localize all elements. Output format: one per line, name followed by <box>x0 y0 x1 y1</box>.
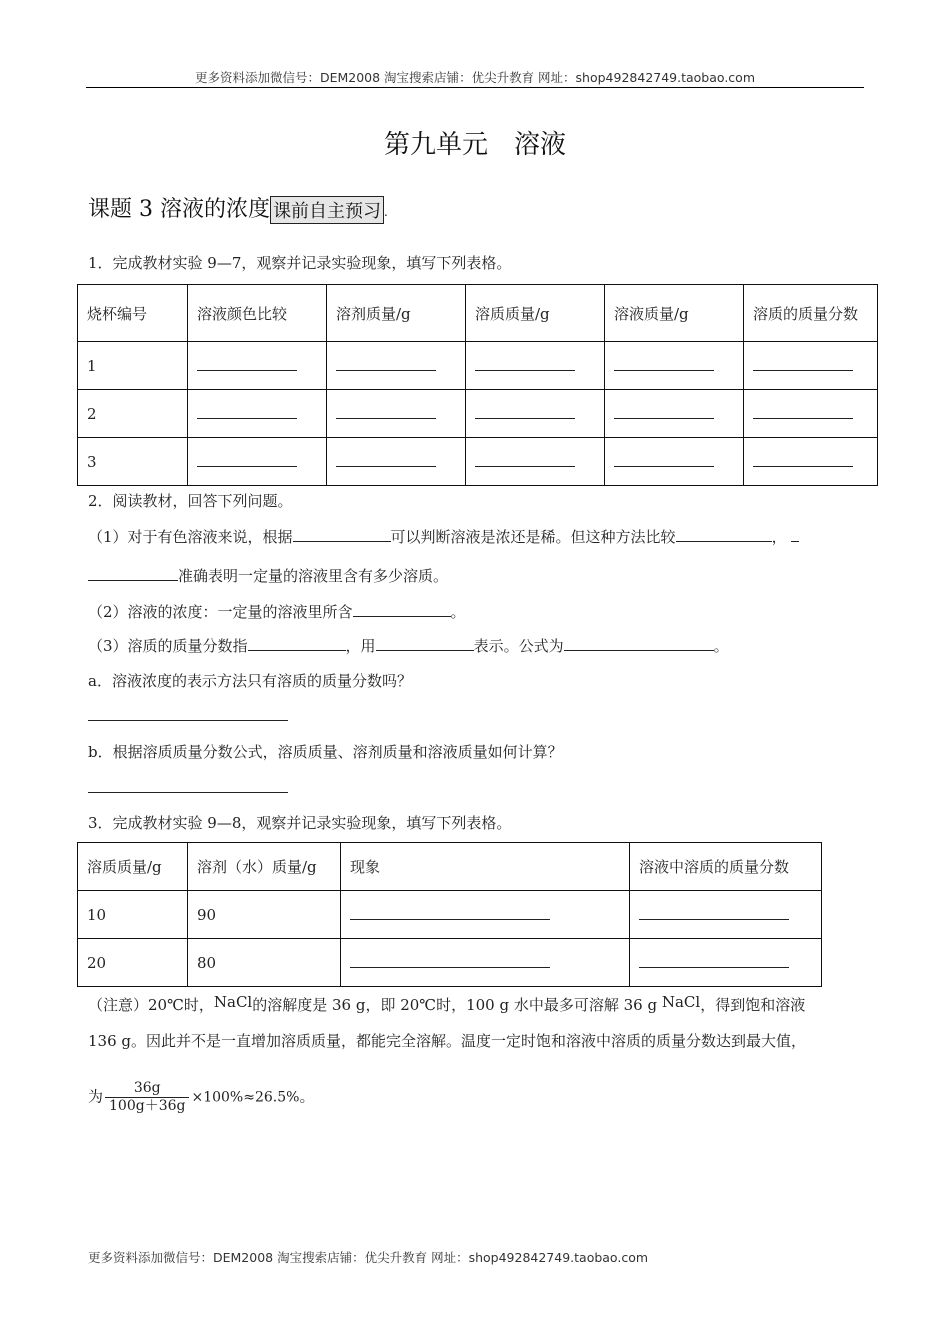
lesson-title: 课题 3 溶液的浓度 <box>88 197 270 222</box>
page-title: 第九单元 溶液 <box>383 130 566 160</box>
beaker-number: 2 <box>78 390 188 438</box>
q2-intro: 2．阅读教材，回答下列问题。 <box>88 492 293 510</box>
q2-text: 。 <box>713 637 729 655</box>
answer-blank[interactable] <box>614 404 714 419</box>
answer-blank[interactable] <box>791 527 799 542</box>
answer-blank[interactable] <box>336 452 436 467</box>
q1-header-cell: 溶剂质量/g <box>327 285 466 342</box>
fraction-numerator: 36g <box>105 1080 189 1098</box>
table-row <box>78 891 822 939</box>
answer-blank[interactable] <box>350 953 550 968</box>
q3-table <box>77 842 822 987</box>
fraction-cell[interactable] <box>630 939 822 987</box>
note-line2: 136 g。因此并不是一直增加溶质质量，都能完全溶解。温度一定时饱和溶液中溶质的质量分数达到最大值， <box>88 1032 807 1050</box>
water-mass: 80 <box>188 939 341 987</box>
q2-question-a: a．溶液浓度的表示方法只有溶质的质量分数吗？ <box>88 672 412 690</box>
q2-line2 <box>88 566 448 586</box>
answer-blank[interactable] <box>353 602 451 617</box>
nacl-formula: NaCl <box>661 993 701 1011</box>
answer-blank[interactable] <box>676 527 772 542</box>
nacl-formula: NaCl <box>213 993 253 1011</box>
answer-blank[interactable] <box>564 636 714 651</box>
q2-text: （1）对于有色溶液来说，根据 <box>88 528 293 546</box>
q2-text: 准确表明一定量的溶液里含有多少溶质。 <box>178 567 449 585</box>
fraction <box>105 1080 189 1115</box>
answer-cell[interactable] <box>466 342 605 390</box>
answer-cell[interactable] <box>466 438 605 486</box>
answer-blank[interactable] <box>639 905 789 920</box>
answer-blank[interactable] <box>475 356 575 371</box>
q3-header-cell: 现象 <box>341 843 630 891</box>
note-text: 为 <box>88 1087 104 1106</box>
beaker-number: 1 <box>78 342 188 390</box>
q2-text: （3）溶质的质量分数指 <box>88 637 248 655</box>
note-text: 。 <box>299 1087 315 1106</box>
q2-line1 <box>88 527 799 547</box>
answer-line-a[interactable] <box>88 720 288 721</box>
beaker-number: 3 <box>78 438 188 486</box>
answer-cell[interactable] <box>744 342 878 390</box>
answer-cell[interactable] <box>466 390 605 438</box>
q1-header-cell: 烧杯编号 <box>78 285 188 342</box>
phenomenon-cell[interactable] <box>341 939 630 987</box>
q1-header-cell: 溶液颜色比较 <box>188 285 327 342</box>
table-row <box>78 390 878 438</box>
note-text: （注意）20℃时， <box>88 996 214 1014</box>
note-line1 <box>88 992 805 1015</box>
answer-blank[interactable] <box>197 356 297 371</box>
lesson-subtitle <box>88 192 388 224</box>
header-divider <box>86 87 864 88</box>
answer-blank[interactable] <box>753 356 853 371</box>
note-text: ，得到饱和溶液 <box>700 996 806 1014</box>
q1-header-row <box>78 285 878 342</box>
q1-header-cell: 溶质质量/g <box>466 285 605 342</box>
answer-cell[interactable] <box>188 342 327 390</box>
answer-blank[interactable] <box>293 527 391 542</box>
fraction-cell[interactable] <box>630 891 822 939</box>
solute-mass: 10 <box>78 891 188 939</box>
page-footer: 更多资料添加微信号：DEM2008 淘宝搜索店铺：优尖升教育 网址：shop492842749.taobao.com <box>88 1250 649 1265</box>
q2-line3 <box>88 602 466 622</box>
answer-blank[interactable] <box>376 636 474 651</box>
subtitle-dot: . <box>383 205 388 219</box>
q2-text: 可以判断溶液是浓还是稀。但这种方法比较 <box>390 528 676 546</box>
answer-blank[interactable] <box>475 404 575 419</box>
note-line3 <box>88 1080 314 1115</box>
q3-header-row <box>78 843 822 891</box>
answer-blank[interactable] <box>350 905 550 920</box>
solute-mass: 20 <box>78 939 188 987</box>
q1-text: 1．完成教材实验 9—7，观察并记录实验现象，填写下列表格。 <box>88 254 512 272</box>
q1-header-cell: 溶质的质量分数 <box>744 285 878 342</box>
page-header: 更多资料添加微信号：DEM2008 淘宝搜索店铺：优尖升教育 网址：shop492842749.taobao.com <box>194 70 756 85</box>
answer-blank[interactable] <box>197 404 297 419</box>
answer-cell[interactable] <box>744 438 878 486</box>
answer-line-b[interactable] <box>88 792 288 793</box>
preview-tag: 课前自主预习 <box>270 196 384 224</box>
answer-blank[interactable] <box>639 953 789 968</box>
answer-cell[interactable] <box>744 390 878 438</box>
fraction-denominator: 100g＋36g <box>109 1098 186 1114</box>
answer-cell[interactable] <box>605 438 744 486</box>
answer-cell[interactable] <box>188 390 327 438</box>
answer-cell[interactable] <box>327 438 466 486</box>
answer-cell[interactable] <box>327 390 466 438</box>
phenomenon-cell[interactable] <box>341 891 630 939</box>
answer-blank[interactable] <box>336 356 436 371</box>
answer-blank[interactable] <box>614 356 714 371</box>
answer-blank[interactable] <box>475 452 575 467</box>
note-text: 的溶解度是 36 g，即 20℃时，100 g 水中最多可溶解 36 g <box>252 996 662 1014</box>
answer-blank[interactable] <box>614 452 714 467</box>
answer-blank[interactable] <box>88 566 178 581</box>
answer-cell[interactable] <box>327 342 466 390</box>
answer-cell[interactable] <box>188 438 327 486</box>
table-row <box>78 939 822 987</box>
q2-text: 表示。公式为 <box>473 637 564 655</box>
q2-text: ，用 <box>345 637 376 655</box>
q2-text: 。 <box>450 603 466 621</box>
answer-blank[interactable] <box>753 452 853 467</box>
q2-line4 <box>88 636 729 656</box>
q3-header-cell: 溶质质量/g <box>78 843 188 891</box>
answer-blank[interactable] <box>753 404 853 419</box>
table-row <box>78 438 878 486</box>
answer-blank[interactable] <box>336 404 436 419</box>
q1-table <box>77 284 878 486</box>
q2-text: ， <box>771 528 787 546</box>
answer-blank[interactable] <box>197 452 297 467</box>
answer-cell[interactable] <box>605 390 744 438</box>
q3-header-cell: 溶剂（水）质量/g <box>188 843 341 891</box>
q2-text: （2）溶液的浓度：一定量的溶液里所含 <box>88 603 353 621</box>
answer-cell[interactable] <box>605 342 744 390</box>
q2-question-b: b．根据溶质质量分数公式，溶质质量、溶剂质量和溶液质量如何计算？ <box>88 743 563 761</box>
q3-text: 3．完成教材实验 9—8，观察并记录实验现象，填写下列表格。 <box>88 814 512 832</box>
q3-header-cell: 溶液中溶质的质量分数 <box>630 843 822 891</box>
answer-blank[interactable] <box>248 636 346 651</box>
table-row <box>78 342 878 390</box>
percentage-result: ×100%≈26.5% <box>191 1089 300 1106</box>
q1-header-cell: 溶液质量/g <box>605 285 744 342</box>
water-mass: 90 <box>188 891 341 939</box>
